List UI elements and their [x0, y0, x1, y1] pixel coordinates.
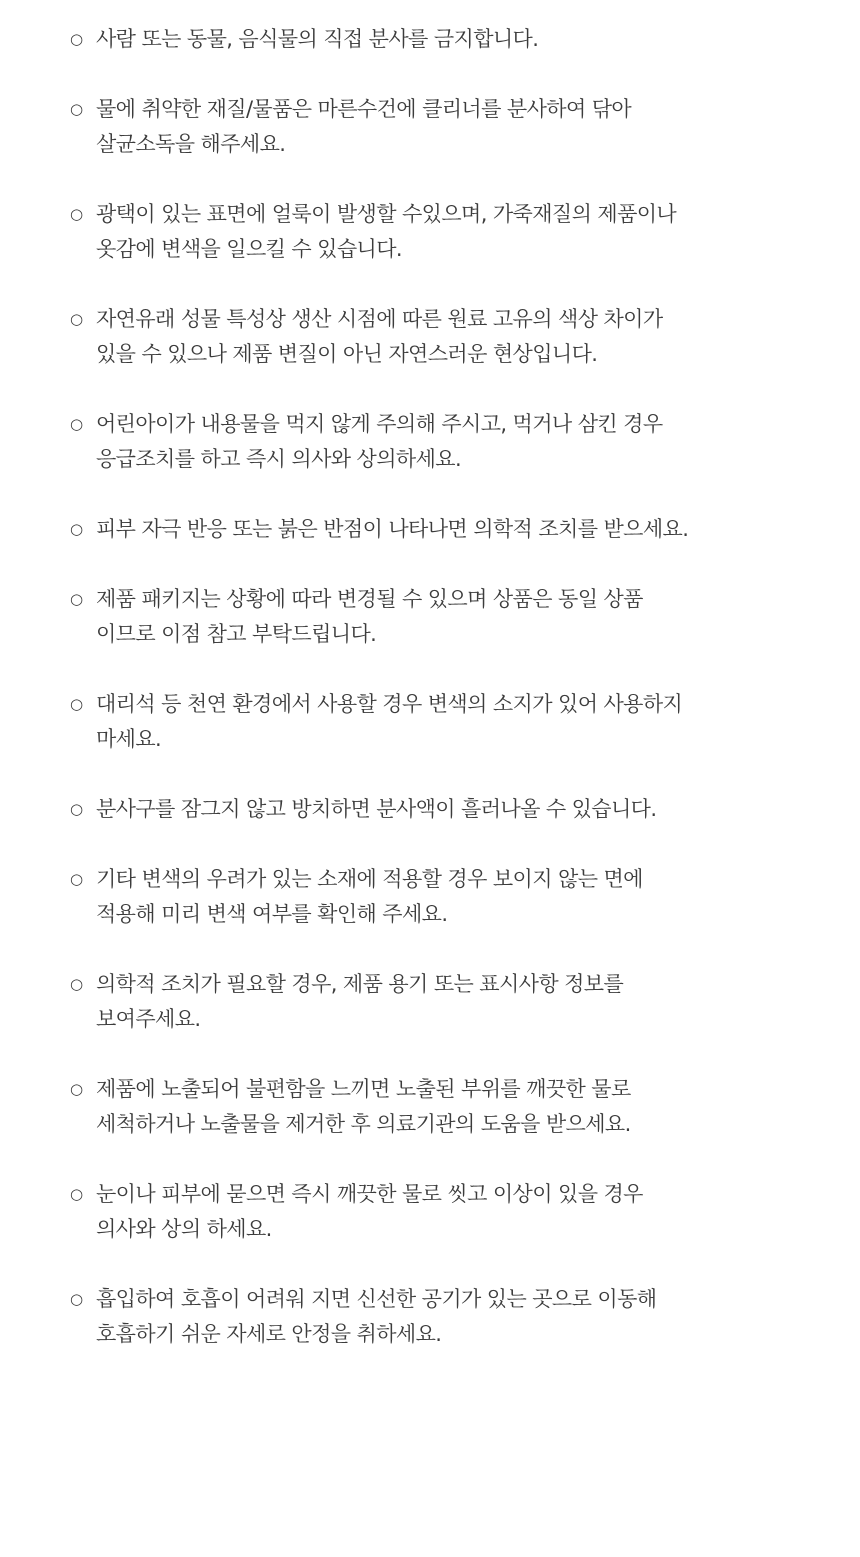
notice-item	[70, 1282, 830, 1352]
notice-text: 흡입하여 호흡이 어려워 지면 신선한 공기가 있는 곳으로 이동해 호흡하기 쉬운 자세로 안정을 취하세요.	[96, 1287, 657, 1346]
notice-text: 대리석 등 천연 환경에서 사용할 경우 변색의 소지가 있어 사용하지 마세요.	[96, 692, 683, 751]
notice-text: 물에 취약한 재질/물품은 마른수건에 클리너를 분사하여 닦아 살균소독을 해주세요.	[96, 97, 632, 156]
notice-item	[70, 1072, 830, 1142]
notice-item	[70, 22, 830, 57]
notice-item	[70, 92, 830, 162]
circle-bullet-icon: ○	[70, 520, 84, 538]
notice-text: 눈이나 피부에 묻으면 즉시 깨끗한 물로 씻고 이상이 있을 경우 의사와 상의 하세요.	[96, 1182, 643, 1241]
notice-item	[70, 197, 830, 267]
notice-text: 광택이 있는 표면에 얼룩이 발생할 수있으며, 가죽재질의 제품이나 옷감에 변색을 일으킬 수 있습니다.	[96, 202, 677, 261]
circle-bullet-icon: ○	[70, 30, 84, 48]
circle-bullet-icon: ○	[70, 800, 84, 818]
circle-bullet-icon: ○	[70, 100, 84, 118]
circle-bullet-icon: ○	[70, 415, 84, 433]
notice-text: 제품에 노출되어 불편함을 느끼면 노출된 부위를 깨끗한 물로 세척하거나 노출물을 제거한 후 의료기관의 도움을 받으세요.	[96, 1077, 631, 1136]
notice-text: 기타 변색의 우려가 있는 소재에 적용할 경우 보이지 않는 면에 적용해 미리 변색 여부를 확인해 주세요.	[96, 867, 643, 926]
circle-bullet-icon: ○	[70, 590, 84, 608]
notice-text: 피부 자극 반응 또는 붉은 반점이 나타나면 의학적 조치를 받으세요.	[96, 517, 689, 541]
notice-item	[70, 302, 830, 372]
circle-bullet-icon: ○	[70, 975, 84, 993]
circle-bullet-icon: ○	[70, 1185, 84, 1203]
notice-item	[70, 512, 830, 547]
notice-text: 의학적 조치가 필요할 경우, 제품 용기 또는 표시사항 정보를 보여주세요.	[96, 972, 624, 1031]
circle-bullet-icon: ○	[70, 695, 84, 713]
notice-text: 자연유래 성물 특성상 생산 시점에 따른 원료 고유의 색상 차이가 있을 수 있으나 제품 변질이 아닌 자연스러운 현상입니다.	[96, 307, 663, 366]
circle-bullet-icon: ○	[70, 205, 84, 223]
notice-item	[70, 792, 830, 827]
circle-bullet-icon: ○	[70, 870, 84, 888]
notice-text: 제품 패키지는 상황에 따라 변경될 수 있으며 상품은 동일 상품 이므로 이점 참고 부탁드립니다.	[96, 587, 643, 646]
notice-item	[70, 687, 830, 757]
circle-bullet-icon: ○	[70, 310, 84, 328]
notice-item	[70, 1177, 830, 1247]
notice-text: 어린아이가 내용물을 먹지 않게 주의해 주시고, 먹거나 삼킨 경우 응급조치를 하고 즉시 의사와 상의하세요.	[96, 412, 663, 471]
notice-item	[70, 407, 830, 477]
circle-bullet-icon: ○	[70, 1290, 84, 1308]
circle-bullet-icon: ○	[70, 1080, 84, 1098]
notice-item	[70, 582, 830, 652]
notice-item	[70, 862, 830, 932]
notice-text: 사람 또는 동물, 음식물의 직접 분사를 금지합니다.	[96, 27, 539, 51]
notice-text: 분사구를 잠그지 않고 방치하면 분사액이 흘러나올 수 있습니다.	[96, 797, 657, 821]
notice-item	[70, 967, 830, 1037]
